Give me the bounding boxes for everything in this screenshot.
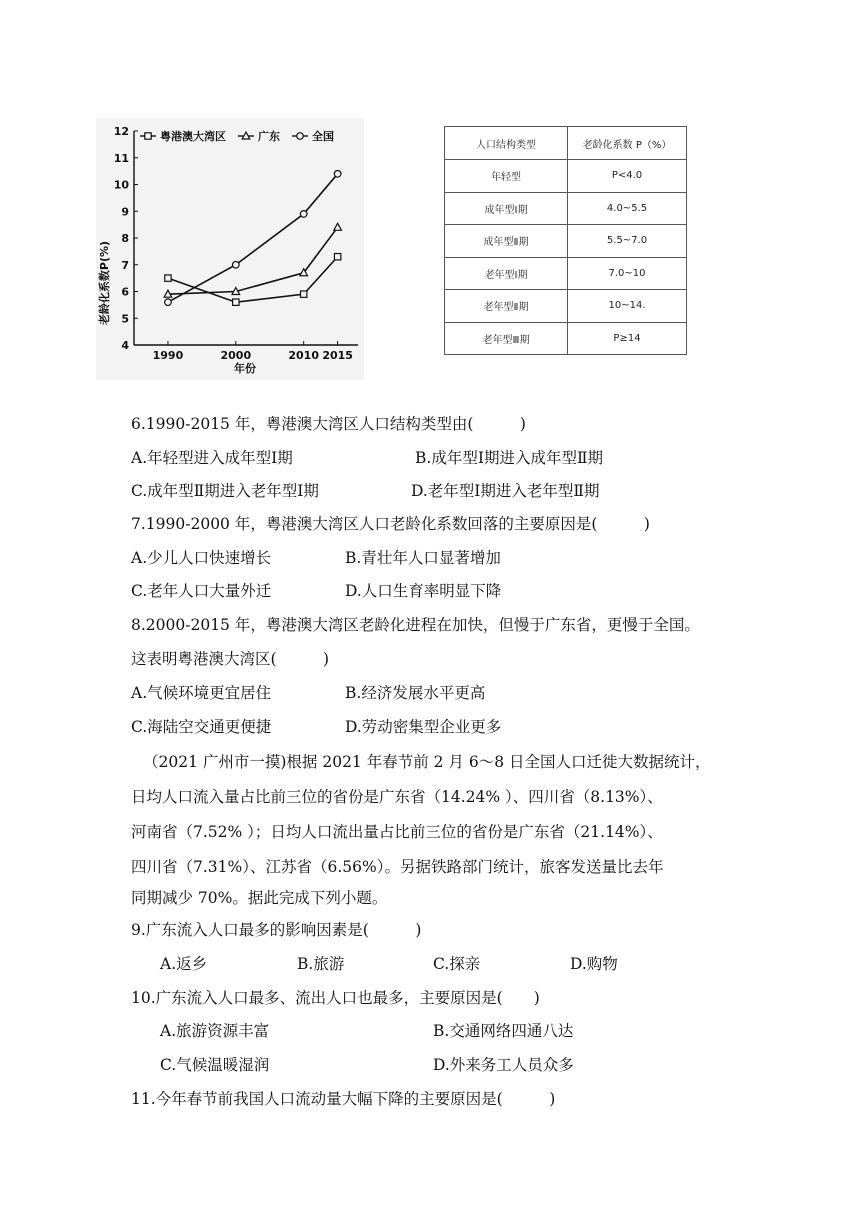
table-cell: P≥14 xyxy=(568,322,687,355)
data-point-circle xyxy=(233,261,240,268)
question-6-stem: 6.1990-2015 年，粤港澳大湾区人口结构类型由( ) xyxy=(131,415,526,433)
passage-line-3: 河南省（7.52% ）；日均人口流出量占比前三位的省份是广东省（21.14%）、 xyxy=(131,823,663,841)
question-8-option-a: A.气候环境更宜居住 xyxy=(131,684,272,702)
question-9-option-a: A.返乡 xyxy=(160,955,208,973)
data-point-square xyxy=(300,291,306,297)
data-point-square xyxy=(233,299,239,305)
y-tick-label: 4 xyxy=(121,339,129,352)
y-axis-label: 老龄化系数P(%) xyxy=(98,240,111,326)
table-cell: 7.0~10 xyxy=(568,257,687,290)
question-6-option-b: B.成年型Ⅰ期进入成年型Ⅱ期 xyxy=(415,449,603,467)
table-cell: 5.5~7.0 xyxy=(568,225,687,258)
data-point-square xyxy=(165,275,171,281)
table-cell: 10~14. xyxy=(568,290,687,323)
table-header-coefficient: 老龄化系数 P（%） xyxy=(568,127,687,160)
table-header-row xyxy=(445,127,687,160)
table-cell: 4.0~5.5 xyxy=(568,192,687,225)
question-7-stem: 7.1990-2000 年，粤港澳大湾区人口老龄化系数回落的主要原因是( ) xyxy=(131,515,650,533)
question-10-option-b: B.交通网络四通八达 xyxy=(433,1022,574,1040)
question-9-stem: 9.广东流入人口最多的影响因素是( ) xyxy=(131,921,422,939)
y-tick-label: 10 xyxy=(113,178,129,192)
question-6-option-a: A.年轻型进入成年型Ⅰ期 xyxy=(131,449,293,467)
question-7-option-d: D.人口生育率明显下降 xyxy=(345,582,502,600)
question-9-option-b: B.旅游 xyxy=(297,955,345,973)
question-10-option-d: D.外来务工人员众多 xyxy=(433,1056,574,1074)
x-tick-label: 1990 xyxy=(152,349,184,362)
y-tick-label: 5 xyxy=(121,312,129,326)
legend-label: 全国 xyxy=(312,130,334,143)
question-9-option-d: D.购物 xyxy=(570,955,618,973)
table-row xyxy=(445,192,687,225)
question-10-stem: 10.广东流入人口最多、流出人口也最多，主要原因是( ) xyxy=(131,989,540,1007)
table-row xyxy=(445,257,687,290)
passage-line-5: 同期减少 70%。据此完成下列小题。 xyxy=(131,889,388,907)
table-header-type: 人口结构类型 xyxy=(445,127,568,160)
legend-marker-square xyxy=(145,133,151,139)
question-6-option-d: D.老年型Ⅰ期进入老年型Ⅱ期 xyxy=(411,482,600,500)
table-cell: 成年型Ⅰ期 xyxy=(445,192,568,225)
table-cell: 老年型Ⅱ期 xyxy=(445,290,568,323)
question-8-option-b: B.经济发展水平更高 xyxy=(345,684,486,702)
question-8-option-c: C.海陆空交通更便捷 xyxy=(131,718,272,736)
table-cell: 成年型Ⅱ期 xyxy=(445,225,568,258)
x-tick-label: 2000 xyxy=(220,349,252,362)
table-row xyxy=(445,322,687,355)
question-8-stem-line1: 8.2000-2015 年，粤港澳大湾区老龄化进程在加快，但慢于广东省，更慢于全国。 xyxy=(131,616,700,634)
table-row xyxy=(445,160,687,193)
chart-svg xyxy=(96,118,364,380)
data-point-circle xyxy=(300,211,307,218)
data-point-square xyxy=(334,254,340,260)
question-7-option-c: C.老年人口大量外迁 xyxy=(131,582,272,600)
passage-line-1: （2021 广州市一摸)根据 2021 年春节前 2 月 6～8 日全国人口迁徙大数据统计， xyxy=(143,753,711,771)
x-tick-label: 2010 xyxy=(288,349,320,362)
question-8-option-d: D.劳动密集型企业更多 xyxy=(345,718,502,736)
aging-line-chart xyxy=(96,118,364,380)
question-11-stem: 11.今年春节前我国人口流动量大幅下降的主要原因是( ) xyxy=(131,1090,556,1108)
table-cell: 老年型Ⅲ期 xyxy=(445,322,568,355)
y-tick-label: 12 xyxy=(113,125,129,138)
question-8-stem-line2: 这表明粤港澳大湾区( ) xyxy=(131,650,330,668)
table-row xyxy=(445,225,687,258)
aging-coefficient-table xyxy=(444,126,687,355)
passage-line-4: 四川省（7.31%）、江苏省（6.56%）。另据铁路部门统计，旅客发送量比去年 xyxy=(131,858,664,876)
legend-label: 广东 xyxy=(258,130,280,143)
question-9-option-c: C.探亲 xyxy=(433,955,481,973)
table-cell: 老年型Ⅰ期 xyxy=(445,257,568,290)
table-cell: 年轻型 xyxy=(445,160,568,193)
question-7-option-b: B.青壮年人口显著增加 xyxy=(345,549,501,567)
question-10-option-a: A.旅游资源丰富 xyxy=(160,1022,270,1040)
y-tick-label: 6 xyxy=(121,285,129,299)
table-row xyxy=(445,290,687,323)
question-6-option-c: C.成年型Ⅱ期进入老年型Ⅰ期 xyxy=(131,482,319,500)
legend-marker-circle xyxy=(297,133,304,140)
legend-label: 粤港澳大湾区 xyxy=(160,130,226,143)
y-tick-label: 7 xyxy=(121,258,129,272)
y-tick-label: 11 xyxy=(113,151,129,165)
data-point-circle xyxy=(165,299,172,306)
x-tick-label: 2015 xyxy=(322,349,353,362)
y-tick-label: 8 xyxy=(121,232,129,245)
x-axis-label: 年份 xyxy=(234,362,256,375)
data-point-circle xyxy=(334,171,341,178)
question-10-option-c: C.气候温暖湿润 xyxy=(160,1056,270,1074)
table-cell: P<4.0 xyxy=(568,160,687,193)
y-tick-label: 9 xyxy=(121,205,129,219)
question-7-option-a: A.少儿人口快速增长 xyxy=(131,549,272,567)
passage-line-2: 日均人口流入量占比前三位的省份是广东省（14.24% ）、四川省（8.13%）、 xyxy=(131,788,663,806)
